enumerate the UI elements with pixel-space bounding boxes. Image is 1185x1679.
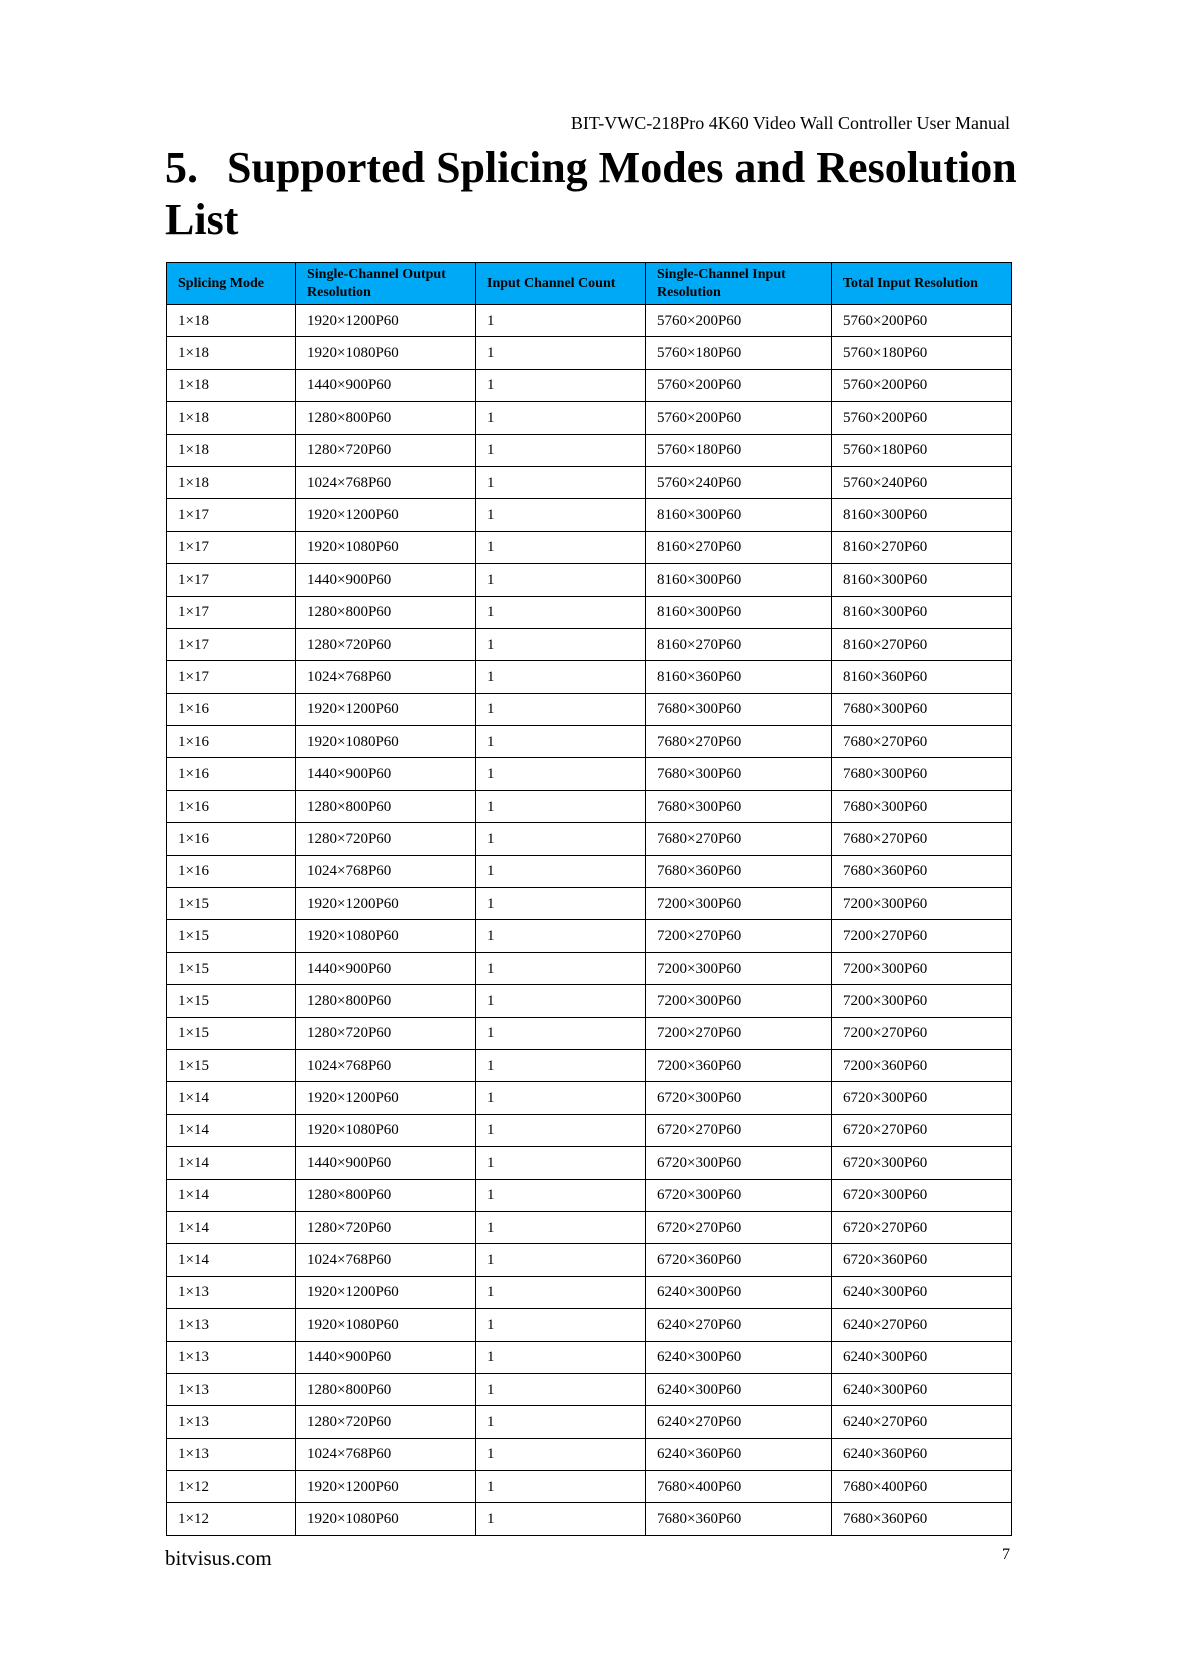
total-input-resolution-cell: 8160×300P60 xyxy=(832,596,1012,628)
input-channel-count-cell: 1 xyxy=(476,1503,646,1535)
output-resolution-cell: 1280×800P60 xyxy=(296,985,476,1017)
output-resolution-cell: 1920×1080P60 xyxy=(296,1309,476,1341)
section-title: Supported Splicing Modes and Resolution List xyxy=(165,143,1017,244)
output-resolution-cell: 1280×720P60 xyxy=(296,628,476,660)
column-header-splicing-mode: Splicing Mode xyxy=(167,263,296,305)
input-resolution-cell: 7200×300P60 xyxy=(646,985,832,1017)
splicing-mode-cell: 1×12 xyxy=(167,1471,296,1503)
input-channel-count-cell: 1 xyxy=(476,564,646,596)
input-channel-count-cell: 1 xyxy=(476,1309,646,1341)
total-input-resolution-cell: 6720×300P60 xyxy=(832,1082,1012,1114)
total-input-resolution-cell: 6240×360P60 xyxy=(832,1438,1012,1470)
input-resolution-cell: 7680×270P60 xyxy=(646,823,832,855)
input-resolution-cell: 7200×360P60 xyxy=(646,1049,832,1081)
table-row xyxy=(167,531,1012,563)
total-input-resolution-cell: 6720×270P60 xyxy=(832,1114,1012,1146)
splicing-mode-cell: 1×12 xyxy=(167,1503,296,1535)
table-row xyxy=(167,305,1012,337)
table-row xyxy=(167,1147,1012,1179)
table-row xyxy=(167,693,1012,725)
splicing-mode-cell: 1×18 xyxy=(167,305,296,337)
input-resolution-cell: 6240×270P60 xyxy=(646,1406,832,1438)
input-channel-count-cell: 1 xyxy=(476,693,646,725)
splicing-mode-cell: 1×14 xyxy=(167,1244,296,1276)
input-channel-count-cell: 1 xyxy=(476,466,646,498)
total-input-resolution-cell: 5760×200P60 xyxy=(832,305,1012,337)
table-row xyxy=(167,1276,1012,1308)
splicing-mode-cell: 1×15 xyxy=(167,888,296,920)
output-resolution-cell: 1024×768P60 xyxy=(296,1438,476,1470)
input-channel-count-cell: 1 xyxy=(476,1244,646,1276)
total-input-resolution-cell: 7200×360P60 xyxy=(832,1049,1012,1081)
input-resolution-cell: 8160×300P60 xyxy=(646,596,832,628)
total-input-resolution-cell: 6720×300P60 xyxy=(832,1147,1012,1179)
input-channel-count-cell: 1 xyxy=(476,1179,646,1211)
input-resolution-cell: 8160×300P60 xyxy=(646,499,832,531)
table-row xyxy=(167,1503,1012,1535)
input-channel-count-cell: 1 xyxy=(476,1406,646,1438)
table-row xyxy=(167,1114,1012,1146)
input-resolution-cell: 5760×180P60 xyxy=(646,337,832,369)
output-resolution-cell: 1280×800P60 xyxy=(296,596,476,628)
total-input-resolution-cell: 5760×200P60 xyxy=(832,402,1012,434)
input-resolution-cell: 6240×300P60 xyxy=(646,1276,832,1308)
splicing-mode-cell: 1×17 xyxy=(167,661,296,693)
output-resolution-cell: 1440×900P60 xyxy=(296,1341,476,1373)
input-resolution-cell: 7200×300P60 xyxy=(646,952,832,984)
input-resolution-cell: 8160×270P60 xyxy=(646,628,832,660)
input-channel-count-cell: 1 xyxy=(476,726,646,758)
section-heading xyxy=(165,142,1025,246)
splicing-mode-cell: 1×18 xyxy=(167,369,296,401)
footer-website: bitvisus.com xyxy=(165,1546,272,1570)
output-resolution-cell: 1440×900P60 xyxy=(296,952,476,984)
total-input-resolution-cell: 7680×300P60 xyxy=(832,790,1012,822)
splicing-mode-cell: 1×18 xyxy=(167,466,296,498)
input-resolution-cell: 6240×270P60 xyxy=(646,1309,832,1341)
input-channel-count-cell: 1 xyxy=(476,596,646,628)
page-number: 7 xyxy=(1002,1546,1010,1563)
input-channel-count-cell: 1 xyxy=(476,1147,646,1179)
output-resolution-cell: 1024×768P60 xyxy=(296,466,476,498)
splicing-mode-cell: 1×16 xyxy=(167,790,296,822)
table-body xyxy=(167,305,1012,1536)
output-resolution-cell: 1440×900P60 xyxy=(296,1147,476,1179)
splicing-mode-cell: 1×15 xyxy=(167,1017,296,1049)
splicing-mode-cell: 1×14 xyxy=(167,1211,296,1243)
input-channel-count-cell: 1 xyxy=(476,823,646,855)
output-resolution-cell: 1920×1080P60 xyxy=(296,920,476,952)
output-resolution-cell: 1280×800P60 xyxy=(296,1179,476,1211)
splicing-mode-cell: 1×13 xyxy=(167,1341,296,1373)
output-resolution-cell: 1920×1080P60 xyxy=(296,726,476,758)
output-resolution-cell: 1280×720P60 xyxy=(296,1406,476,1438)
total-input-resolution-cell: 7680×360P60 xyxy=(832,1503,1012,1535)
table-row xyxy=(167,369,1012,401)
total-input-resolution-cell: 6720×270P60 xyxy=(832,1211,1012,1243)
table-row xyxy=(167,952,1012,984)
input-resolution-cell: 7680×360P60 xyxy=(646,855,832,887)
output-resolution-cell: 1280×720P60 xyxy=(296,1017,476,1049)
table-row xyxy=(167,790,1012,822)
total-input-resolution-cell: 7200×300P60 xyxy=(832,952,1012,984)
total-input-resolution-cell: 7200×300P60 xyxy=(832,888,1012,920)
input-channel-count-cell: 1 xyxy=(476,952,646,984)
splicing-mode-cell: 1×17 xyxy=(167,596,296,628)
output-resolution-cell: 1920×1200P60 xyxy=(296,1471,476,1503)
input-resolution-cell: 6720×270P60 xyxy=(646,1114,832,1146)
table-row xyxy=(167,661,1012,693)
splicing-mode-cell: 1×14 xyxy=(167,1082,296,1114)
total-input-resolution-cell: 6240×300P60 xyxy=(832,1373,1012,1405)
output-resolution-cell: 1024×768P60 xyxy=(296,1049,476,1081)
input-channel-count-cell: 1 xyxy=(476,758,646,790)
output-resolution-cell: 1280×720P60 xyxy=(296,1211,476,1243)
total-input-resolution-cell: 7680×400P60 xyxy=(832,1471,1012,1503)
input-resolution-cell: 5760×240P60 xyxy=(646,466,832,498)
output-resolution-cell: 1280×800P60 xyxy=(296,790,476,822)
output-resolution-cell: 1280×720P60 xyxy=(296,434,476,466)
input-channel-count-cell: 1 xyxy=(476,1017,646,1049)
splicing-mode-cell: 1×16 xyxy=(167,758,296,790)
output-resolution-cell: 1440×900P60 xyxy=(296,564,476,596)
input-resolution-cell: 7200×300P60 xyxy=(646,888,832,920)
input-channel-count-cell: 1 xyxy=(476,337,646,369)
splicing-mode-cell: 1×16 xyxy=(167,823,296,855)
input-resolution-cell: 8160×300P60 xyxy=(646,564,832,596)
column-header-output-resolution: Single-Channel Output Resolution xyxy=(296,263,476,305)
output-resolution-cell: 1920×1200P60 xyxy=(296,888,476,920)
splicing-mode-cell: 1×15 xyxy=(167,952,296,984)
output-resolution-cell: 1920×1080P60 xyxy=(296,1503,476,1535)
input-channel-count-cell: 1 xyxy=(476,1211,646,1243)
total-input-resolution-cell: 7680×300P60 xyxy=(832,693,1012,725)
output-resolution-cell: 1920×1200P60 xyxy=(296,499,476,531)
input-channel-count-cell: 1 xyxy=(476,628,646,660)
section-number: 5. xyxy=(165,143,198,192)
input-resolution-cell: 7680×270P60 xyxy=(646,726,832,758)
input-resolution-cell: 6720×300P60 xyxy=(646,1082,832,1114)
total-input-resolution-cell: 7200×270P60 xyxy=(832,920,1012,952)
input-channel-count-cell: 1 xyxy=(476,920,646,952)
table-row xyxy=(167,1341,1012,1373)
input-resolution-cell: 7200×270P60 xyxy=(646,920,832,952)
output-resolution-cell: 1024×768P60 xyxy=(296,855,476,887)
splicing-mode-cell: 1×16 xyxy=(167,693,296,725)
splicing-mode-cell: 1×16 xyxy=(167,855,296,887)
table-row xyxy=(167,823,1012,855)
table-row xyxy=(167,1373,1012,1405)
input-channel-count-cell: 1 xyxy=(476,1373,646,1405)
table-row xyxy=(167,1309,1012,1341)
input-channel-count-cell: 1 xyxy=(476,531,646,563)
input-channel-count-cell: 1 xyxy=(476,1341,646,1373)
table-row xyxy=(167,434,1012,466)
input-channel-count-cell: 1 xyxy=(476,1471,646,1503)
output-resolution-cell: 1920×1200P60 xyxy=(296,693,476,725)
splicing-mode-cell: 1×17 xyxy=(167,628,296,660)
splicing-mode-cell: 1×14 xyxy=(167,1114,296,1146)
splicing-mode-cell: 1×13 xyxy=(167,1373,296,1405)
splicing-mode-cell: 1×15 xyxy=(167,920,296,952)
input-channel-count-cell: 1 xyxy=(476,402,646,434)
output-resolution-cell: 1920×1080P60 xyxy=(296,531,476,563)
splicing-mode-cell: 1×17 xyxy=(167,564,296,596)
column-header-input-channel-count: Input Channel Count xyxy=(476,263,646,305)
table-row xyxy=(167,499,1012,531)
input-resolution-cell: 7680×400P60 xyxy=(646,1471,832,1503)
splicing-mode-cell: 1×15 xyxy=(167,1049,296,1081)
input-channel-count-cell: 1 xyxy=(476,1082,646,1114)
table-row xyxy=(167,1179,1012,1211)
total-input-resolution-cell: 8160×300P60 xyxy=(832,564,1012,596)
input-channel-count-cell: 1 xyxy=(476,985,646,1017)
output-resolution-cell: 1280×800P60 xyxy=(296,402,476,434)
table-row xyxy=(167,1244,1012,1276)
table-row xyxy=(167,596,1012,628)
total-input-resolution-cell: 6240×270P60 xyxy=(832,1406,1012,1438)
total-input-resolution-cell: 7200×300P60 xyxy=(832,985,1012,1017)
table-header-row xyxy=(167,263,1012,305)
table-row xyxy=(167,466,1012,498)
input-channel-count-cell: 1 xyxy=(476,434,646,466)
output-resolution-cell: 1024×768P60 xyxy=(296,1244,476,1276)
splicing-mode-cell: 1×13 xyxy=(167,1276,296,1308)
table-row xyxy=(167,1406,1012,1438)
total-input-resolution-cell: 7680×360P60 xyxy=(832,855,1012,887)
input-resolution-cell: 6720×270P60 xyxy=(646,1211,832,1243)
output-resolution-cell: 1920×1200P60 xyxy=(296,1082,476,1114)
total-input-resolution-cell: 5760×200P60 xyxy=(832,369,1012,401)
running-header: BIT-VWC-218Pro 4K60 Video Wall Controller User Manual xyxy=(570,113,1010,133)
table-row xyxy=(167,1471,1012,1503)
input-channel-count-cell: 1 xyxy=(476,1438,646,1470)
table-row xyxy=(167,758,1012,790)
table-row xyxy=(167,1017,1012,1049)
total-input-resolution-cell: 7200×270P60 xyxy=(832,1017,1012,1049)
table-row xyxy=(167,1211,1012,1243)
input-channel-count-cell: 1 xyxy=(476,888,646,920)
input-resolution-cell: 6240×300P60 xyxy=(646,1373,832,1405)
input-channel-count-cell: 1 xyxy=(476,790,646,822)
splicing-mode-cell: 1×13 xyxy=(167,1438,296,1470)
splicing-mode-cell: 1×13 xyxy=(167,1309,296,1341)
total-input-resolution-cell: 7680×270P60 xyxy=(832,823,1012,855)
table-row xyxy=(167,920,1012,952)
input-resolution-cell: 8160×270P60 xyxy=(646,531,832,563)
total-input-resolution-cell: 6720×300P60 xyxy=(832,1179,1012,1211)
splicing-mode-cell: 1×15 xyxy=(167,985,296,1017)
input-resolution-cell: 7680×300P60 xyxy=(646,693,832,725)
total-input-resolution-cell: 6240×270P60 xyxy=(832,1309,1012,1341)
input-resolution-cell: 7680×300P60 xyxy=(646,758,832,790)
input-resolution-cell: 6720×300P60 xyxy=(646,1147,832,1179)
splicing-mode-cell: 1×14 xyxy=(167,1179,296,1211)
total-input-resolution-cell: 8160×360P60 xyxy=(832,661,1012,693)
total-input-resolution-cell: 7680×300P60 xyxy=(832,758,1012,790)
input-resolution-cell: 7680×300P60 xyxy=(646,790,832,822)
input-resolution-cell: 7680×360P60 xyxy=(646,1503,832,1535)
total-input-resolution-cell: 6240×300P60 xyxy=(832,1341,1012,1373)
splicing-mode-cell: 1×17 xyxy=(167,499,296,531)
table-row xyxy=(167,1049,1012,1081)
input-channel-count-cell: 1 xyxy=(476,305,646,337)
input-resolution-cell: 6720×300P60 xyxy=(646,1179,832,1211)
column-header-total-input-resolution: Total Input Resolution xyxy=(832,263,1012,305)
table-row xyxy=(167,1438,1012,1470)
output-resolution-cell: 1920×1200P60 xyxy=(296,1276,476,1308)
input-channel-count-cell: 1 xyxy=(476,1276,646,1308)
splicing-mode-cell: 1×16 xyxy=(167,726,296,758)
input-resolution-cell: 5760×180P60 xyxy=(646,434,832,466)
output-resolution-cell: 1440×900P60 xyxy=(296,758,476,790)
input-channel-count-cell: 1 xyxy=(476,369,646,401)
output-resolution-cell: 1920×1200P60 xyxy=(296,305,476,337)
splicing-mode-cell: 1×18 xyxy=(167,337,296,369)
table-row xyxy=(167,337,1012,369)
input-resolution-cell: 5760×200P60 xyxy=(646,305,832,337)
input-resolution-cell: 6240×300P60 xyxy=(646,1341,832,1373)
total-input-resolution-cell: 7680×270P60 xyxy=(832,726,1012,758)
splicing-mode-cell: 1×18 xyxy=(167,402,296,434)
output-resolution-cell: 1920×1080P60 xyxy=(296,1114,476,1146)
input-channel-count-cell: 1 xyxy=(476,1049,646,1081)
splicing-mode-cell: 1×18 xyxy=(167,434,296,466)
total-input-resolution-cell: 5760×180P60 xyxy=(832,337,1012,369)
total-input-resolution-cell: 6720×360P60 xyxy=(832,1244,1012,1276)
input-resolution-cell: 5760×200P60 xyxy=(646,369,832,401)
output-resolution-cell: 1024×768P60 xyxy=(296,661,476,693)
table-row xyxy=(167,888,1012,920)
input-resolution-cell: 6240×360P60 xyxy=(646,1438,832,1470)
total-input-resolution-cell: 8160×300P60 xyxy=(832,499,1012,531)
table-row xyxy=(167,564,1012,596)
splicing-mode-cell: 1×14 xyxy=(167,1147,296,1179)
input-resolution-cell: 5760×200P60 xyxy=(646,402,832,434)
splicing-mode-cell: 1×13 xyxy=(167,1406,296,1438)
total-input-resolution-cell: 8160×270P60 xyxy=(832,531,1012,563)
input-channel-count-cell: 1 xyxy=(476,661,646,693)
table-row xyxy=(167,1082,1012,1114)
output-resolution-cell: 1440×900P60 xyxy=(296,369,476,401)
total-input-resolution-cell: 5760×180P60 xyxy=(832,434,1012,466)
splicing-mode-cell: 1×17 xyxy=(167,531,296,563)
table-row xyxy=(167,402,1012,434)
output-resolution-cell: 1280×800P60 xyxy=(296,1373,476,1405)
output-resolution-cell: 1920×1080P60 xyxy=(296,337,476,369)
table-row xyxy=(167,726,1012,758)
column-header-input-resolution: Single-Channel Input Resolution xyxy=(646,263,832,305)
total-input-resolution-cell: 5760×240P60 xyxy=(832,466,1012,498)
output-resolution-cell: 1280×720P60 xyxy=(296,823,476,855)
total-input-resolution-cell: 8160×270P60 xyxy=(832,628,1012,660)
table-row xyxy=(167,628,1012,660)
input-resolution-cell: 7200×270P60 xyxy=(646,1017,832,1049)
input-channel-count-cell: 1 xyxy=(476,855,646,887)
input-channel-count-cell: 1 xyxy=(476,499,646,531)
resolution-table xyxy=(166,262,1012,1536)
table-row xyxy=(167,855,1012,887)
total-input-resolution-cell: 6240×300P60 xyxy=(832,1276,1012,1308)
input-channel-count-cell: 1 xyxy=(476,1114,646,1146)
input-resolution-cell: 6720×360P60 xyxy=(646,1244,832,1276)
input-resolution-cell: 8160×360P60 xyxy=(646,661,832,693)
table-row xyxy=(167,985,1012,1017)
